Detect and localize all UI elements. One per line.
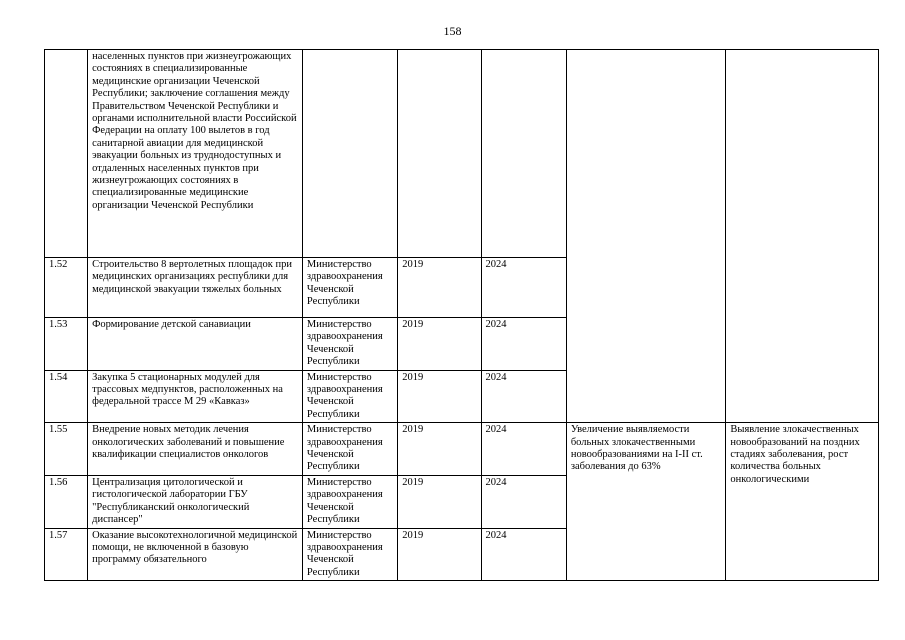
responsible-cell: Министерство здравоохранения Чеченской Республики — [302, 370, 397, 423]
measure-text-cell: Формирование детской санавиации — [88, 318, 303, 371]
page-number: 158 — [443, 24, 462, 38]
measure-text-cell: Оказание высокотехнологичной медицинской помощи, не включенной в базовую программу обязательного — [88, 528, 303, 581]
responsible-cell: Министерство здравоохранения Чеченской Республики — [302, 423, 397, 476]
responsible-cell: Министерство здравоохранения Чеченской Республики — [302, 258, 397, 318]
start-year-cell: 2019 — [398, 318, 481, 371]
measure-text-cell: Закупка 5 стационарных модулей для трассовых медпунктов, расположенных на федеральной трассе М 29 «Кавказ» — [88, 370, 303, 423]
measures-table — [44, 49, 879, 581]
measure-text-cell: населенных пунктов при жизнеугрожающих состояниях в специализированные медицинские организации Чеченской Республики; заключение соглашения между Правительством Чеченской Республики и органами исполнительной власти Российской Федерации на оплату 100 вылетов в год санитарной авиации для медицинской эвакуации больных из труднодоступных и отдаленных населенных пунктов при жизнеугрожающих состояниях в специализированные медицинские организации Чеченской Республики — [88, 50, 303, 258]
end-year-cell: 2024 — [481, 318, 566, 371]
responsible-cell: Министерство здравоохранения Чеченской Республики — [302, 528, 397, 581]
measure-text-cell: Централизация цитологической и гистологической лаборатории ГБУ "Республиканский онкологический диспансер" — [88, 475, 303, 528]
measure-text-cell: Строительство 8 вертолетных площадок при медицинских организациях республики для медицинской эвакуации тяжелых больных — [88, 258, 303, 318]
end-year-cell: 2024 — [481, 370, 566, 423]
row-number-cell: 1.53 — [45, 318, 88, 371]
measure-text-cell: Внедрение новых методик лечения онкологических заболеваний и повышение квалификации специалистов онкологов — [88, 423, 303, 476]
row-number-cell: 1.55 — [45, 423, 88, 476]
start-year-cell: 2019 — [398, 528, 481, 581]
row-number-cell: 1.57 — [45, 528, 88, 581]
end-year-cell: 2024 — [481, 258, 566, 318]
row-number-cell: 1.54 — [45, 370, 88, 423]
end-year-cell: 2024 — [481, 423, 566, 476]
end-year-cell: 2024 — [481, 528, 566, 581]
end-year-cell — [481, 50, 566, 258]
start-year-cell: 2019 — [398, 423, 481, 476]
row-number-cell: 1.56 — [45, 475, 88, 528]
start-year-cell — [398, 50, 481, 258]
start-year-cell: 2019 — [398, 475, 481, 528]
table-row — [45, 50, 879, 258]
table-row — [45, 423, 879, 476]
outcome-cell: Выявление злокачественных новообразований на поздних стадиях заболевания, рост количества больных онкологическими — [726, 423, 879, 581]
row-number-cell — [45, 50, 88, 258]
responsible-cell — [302, 50, 397, 258]
outcome-cell-empty — [726, 50, 879, 423]
result-cell-empty — [566, 50, 726, 423]
start-year-cell: 2019 — [398, 258, 481, 318]
responsible-cell: Министерство здравоохранения Чеченской Республики — [302, 318, 397, 371]
responsible-cell: Министерство здравоохранения Чеченской Республики — [302, 475, 397, 528]
start-year-cell: 2019 — [398, 370, 481, 423]
result-cell: Увеличение выявляемости больных злокачественными новообразованиями на I-II ст. заболевания до 63% — [566, 423, 726, 581]
row-number-cell: 1.52 — [45, 258, 88, 318]
end-year-cell: 2024 — [481, 475, 566, 528]
